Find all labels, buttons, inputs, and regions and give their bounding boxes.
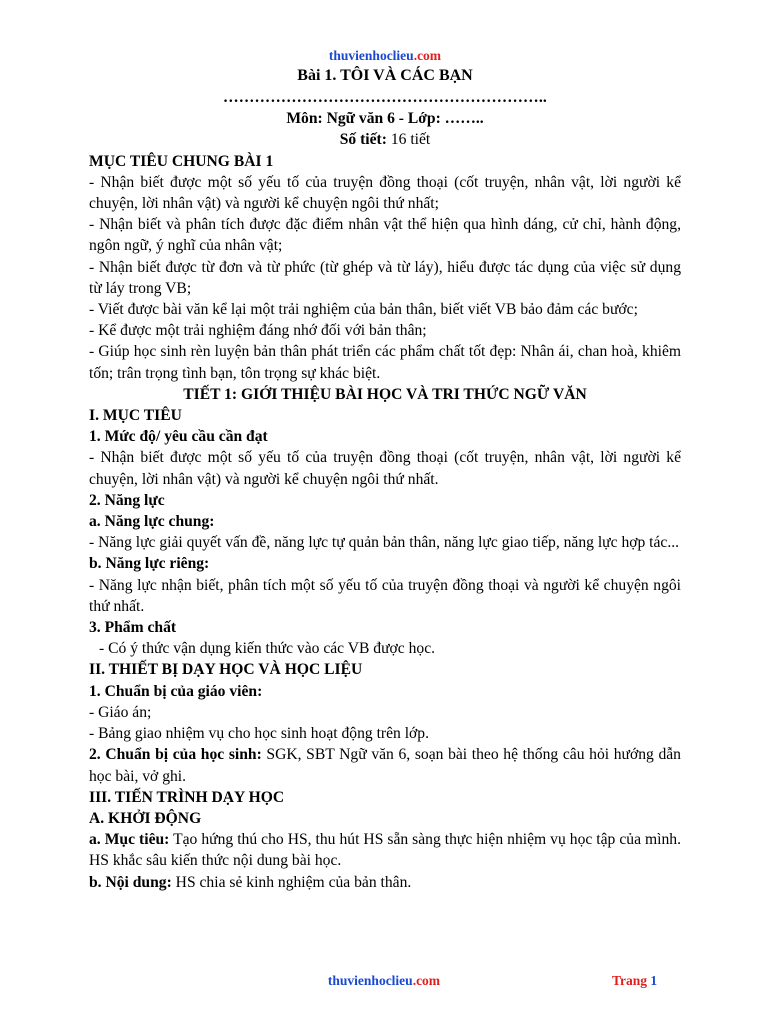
document-body [89,46,681,893]
paragraph: - Nhận biết được một số yếu tố của truyện đồng thoại (cốt truyện, nhân vật, lời người kể chuyện, lời nhân vật) và người kể chuyện ngôi thứ nhất. [89,449,681,488]
inline-label: a. Mục tiêu: [89,831,170,849]
paragraph [89,829,681,871]
subsection-heading: b. Năng lực riêng: [89,555,210,573]
dotted-line: …………………………………………………….. [222,89,548,106]
page-number [612,973,657,989]
objective-item: - Nhận biết và phân tích được đặc điểm nhân vật thể hiện qua hình dáng, cử chỉ, hành động, ngôn ngữ, ý nghĩ của nhân vật; [89,216,681,255]
subject-line: Môn: Ngữ văn 6 - Lớp: …….. [286,110,484,128]
site-header-brand [89,46,681,65]
paragraph [89,872,681,893]
periods-line [89,129,681,150]
page-number-value: 1 [650,973,658,988]
page-label: Trang [612,973,651,988]
objective-item: - Giúp học sinh rèn luyện bản thân phát triển các phẩm chất tốt đẹp: Nhân ái, chan hoà, khiêm tốn; trân trọng tình bạn, tôn trọng sự khác biệt. [89,343,681,382]
subsection-heading: A. KHỞI ĐỘNG [89,809,202,827]
page-footer [0,973,768,993]
inline-label: b. Nội dung: [89,873,172,891]
inline-text: SGK, SBT Ngữ văn 6, soạn bài theo hệ thống câu hỏi hướng dẫn học bài, vở ghi. [89,746,681,785]
objective-item: - Kể được một trải nghiệm đáng nhớ đối với bản thân; [89,322,427,340]
site-domain: .com [413,48,442,63]
objective-item: - Nhận biết được từ đơn và từ phức (từ ghép và từ láy), hiểu được tác dụng của việc sử dụng từ láy trong VB; [89,258,681,297]
section-heading: I. MỤC TIÊU [89,407,182,425]
inline-text: Tạo hứng thú cho HS, thu hút HS sẵn sàng thực hiện nhiệm vụ học tập của mình. HS khắc sâu kiến thức nội dung bài học. [89,831,681,870]
periods-label: Số tiết: [339,131,387,149]
subsection-heading: 1. Chuẩn bị của giáo viên: [89,682,263,700]
list-item: - Giáo án; [89,703,152,721]
site-name: thuvienhoclieu [328,48,414,63]
paragraph: - Năng lực giải quyết vấn đề, năng lực tự quản bản thân, năng lực giao tiếp, năng lực hợp tác... [89,534,680,552]
footer-site-name: thuvienhoclieu [327,973,413,988]
inline-text: HS chia sẻ kinh nghiệm của bản thân. [171,873,412,891]
inline-label: 2. Chuẩn bị của học sinh: [89,746,262,764]
paragraph: - Có ý thức vận dụng kiến thức vào các VB được học. [99,640,436,658]
paragraph: - Năng lực nhận biết, phân tích một số yếu tố của truyện đồng thoại và người kể chuyện ngôi thứ nhất. [89,576,681,615]
subsection-heading: 2. Năng lực [89,491,165,509]
objective-item: - Viết được bài văn kể lại một trải nghiệm của bản thân, biết viết VB bảo đảm các bước; [89,301,638,319]
section-heading: II. THIẾT BỊ DẠY HỌC VÀ HỌC LIỆU [89,661,363,679]
lesson-title: Bài 1. TÔI VÀ CÁC BẠN [297,67,473,84]
subsection-heading: a. Năng lực chung: [89,513,215,531]
subsection-heading: 1. Mức độ/ yêu cầu cần đạt [89,428,268,446]
section-heading: III. TIẾN TRÌNH DẠY HỌC [89,788,285,806]
footer-site-domain: .com [412,973,441,988]
period-title: TIẾT 1: GIỚI THIỆU BÀI HỌC VÀ TRI THỨC NGỮ VĂN [183,385,587,403]
objective-item: - Nhận biết được một số yếu tố của truyện đồng thoại (cốt truyện, nhân vật, lời người kể chuyện, lời nhân vật) và người kể chuyện ngôi thứ nhất; [89,173,681,213]
periods-value: 16 tiết [386,131,431,149]
paragraph [89,744,681,786]
list-item: - Bảng giao nhiệm vụ cho học sinh hoạt động trên lớp. [89,725,429,743]
objectives-heading: MỤC TIÊU CHUNG BÀI 1 [89,152,274,170]
subsection-heading: 3. Phẩm chất [89,619,177,637]
